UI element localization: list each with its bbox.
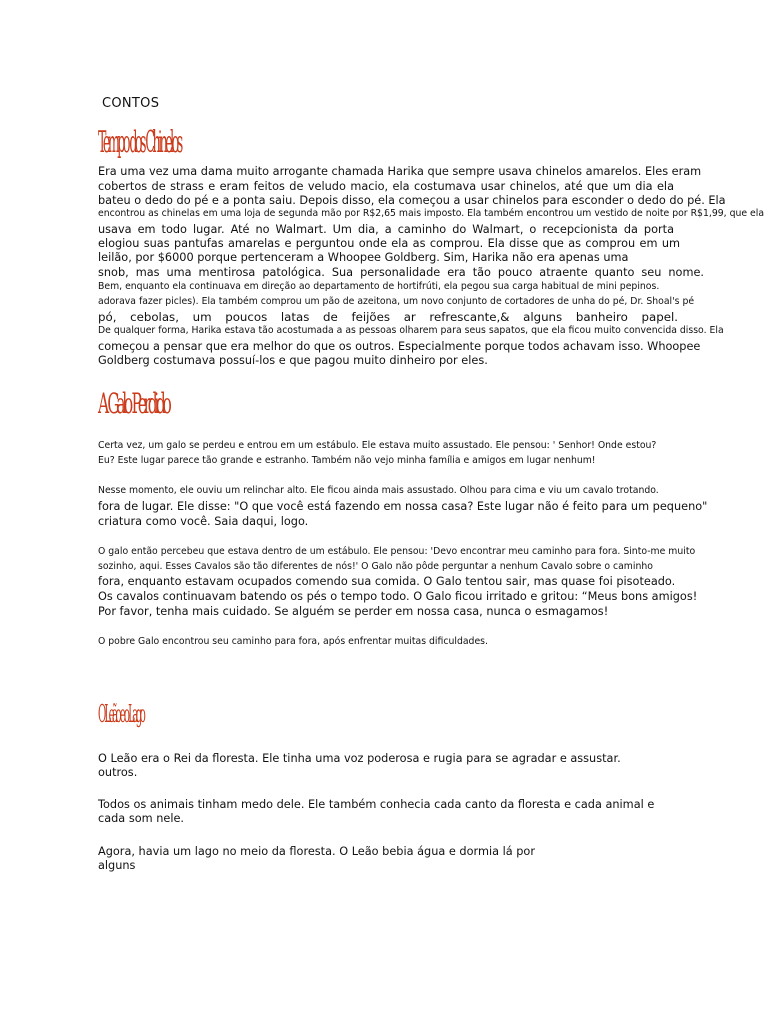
story-line: encontrou as chinelas em uma loja de segunda mão por R$2,65 mais imposto. Ela também encontrou um vestido de noite por R$1,99, que ela [98, 208, 765, 219]
story-line: fora, enquanto estavam ocupados comendo sua comida. O Galo tentou sair, mas quase foi pisoteado. [98, 575, 676, 588]
story-line: criatura como você. Saia daqui, logo. [98, 515, 309, 528]
story-title: A Galo Perdido [98, 387, 169, 420]
story-line: Certa vez, um galo se perdeu e entrou em um estábulo. Ele estava muito assustado. Ele pensou: ' Senhor! Onde estou? [98, 440, 657, 451]
story-line: Todos os animais tinham medo dele. Ele também conhecia cada canto da floresta e cada animal e [98, 798, 655, 811]
story-line: O galo então percebeu que estava dentro de um estábulo. Ele pensou: 'Devo encontrar meu caminho para fora. Sinto-me muito [98, 546, 696, 557]
story-line: começou a pensar que era melhor do que os outros. Especialmente porque todos achavam isso. Whoopee [98, 340, 701, 353]
story-line: Goldberg costumava possuí-los e que pagou muito dinheiro por eles. [98, 354, 488, 367]
story-line: Era uma vez uma dama muito arrogante chamada Harika que sempre usava chinelos amarelos. Eles eram [98, 165, 702, 178]
story-line: O Leão era o Rei da floresta. Ele tinha uma voz poderosa e rugia para se agradar e assustar. [98, 752, 621, 765]
story-line: Agora, havia um lago no meio da floresta. O Leão bebia água e dormia lá por [98, 845, 535, 858]
story-line: Nesse momento, ele ouviu um relinchar alto. Ele ficou ainda mais assustado. Olhou para cima e viu um cavalo trotando. [98, 485, 659, 496]
story-line: Bem, enquanto ela continuava em direção ao departamento de hortifrúti, ela pegou sua carga habitual de mini pepinos. [98, 281, 660, 292]
document-header: CONTOS [102, 96, 160, 111]
story-line: alguns [98, 859, 136, 872]
story-line: snob, mas uma mentirosa patológica. Sua personalidade era tão pouco atraente quanto seu nome. [98, 266, 704, 279]
story-title: Tempo dos Chinelos [98, 125, 181, 160]
story-line: cobertos de strass e eram feitos de veludo macio, ela costumava usar chinelos, até que um dia ela [98, 180, 674, 193]
story-line: pó, cebolas, um poucos latas de feijões ar refrescante,& alguns banheiro papel. [98, 310, 678, 324]
story-line: outros. [98, 766, 138, 779]
story-line: bateu o dedo do pé e a ponta saiu. Depois disso, ela começou a usar chinelos para esconder o dedo do pé. Ela [98, 194, 726, 207]
story-line: Os cavalos continuavam batendo os pés o tempo todo. O Galo ficou irritado e gritou: “Meus bons amigos! [98, 590, 698, 603]
story-line: cada som nele. [98, 812, 185, 825]
story-line: fora de lugar. Ele disse: "O que você está fazendo em nossa casa? Este lugar não é feito para um pequeno" [98, 500, 708, 513]
story-line: De qualquer forma, Harika estava tão acostumada a as pessoas olharem para seus sapatos, que ela ficou muito convencida disso. Ela [98, 325, 724, 336]
story-line: Por favor, tenha mais cuidado. Se alguém se perder em nossa casa, nunca o esmagamos! [98, 605, 609, 618]
story-line: O pobre Galo encontrou seu caminho para fora, após enfrentar muitas dificuldades. [98, 636, 488, 647]
story-line: leilão, por $6000 porque pertenceram a Whoopee Goldberg. Sim, Harika não era apenas uma [98, 251, 629, 264]
story-line: adorava fazer picles). Ela também comprou um pão de azeitona, um novo conjunto de cortadores de unha do pé, Dr. Shoal's pé [98, 296, 695, 307]
story-line: elogiou suas pantufas amarelas e perguntou onde ela as comprou. Ela disse que as comprou em um [98, 237, 680, 250]
story-line: sozinho, aqui. Esses Cavalos são tão diferentes de nós!' O Galo não pôde perguntar a nenhum Cavalo sobre o caminho [98, 561, 653, 572]
story-line: Eu? Este lugar parece tão grande e estranho. Também não vejo minha família e amigos em lugar nenhum! [98, 455, 596, 466]
story-line: usava em todo lugar. Até no Walmart. Um dia, a caminho do Walmart, o recepcionista da porta [98, 223, 674, 236]
story-title: O Leão e o Lago [98, 700, 144, 728]
